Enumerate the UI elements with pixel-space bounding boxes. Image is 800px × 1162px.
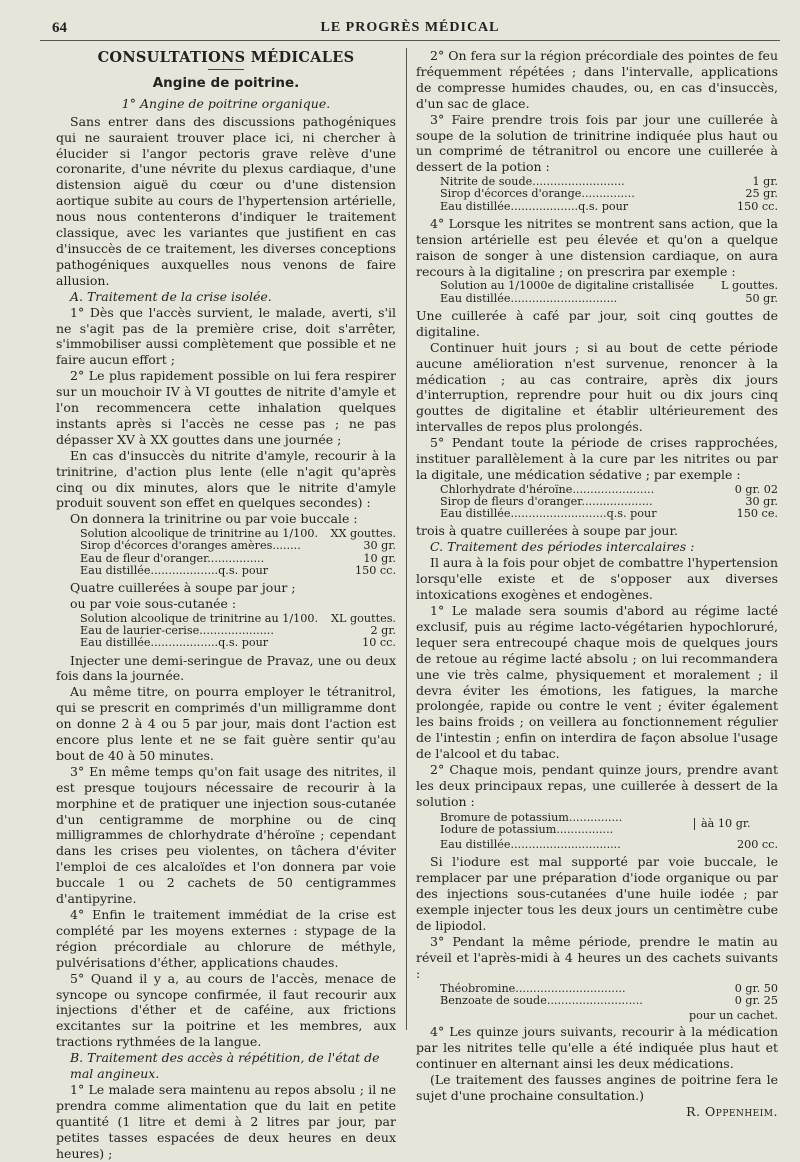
paragraph: 4° Les quinze jours suivants, recourir à la médication par les nitrites telle qu'elle a été indiquée plus haut et continuer en alternant ainsi les deux médications.	[416, 1024, 778, 1072]
prescription-table	[416, 280, 778, 304]
paragraph: En cas d'insuccès du nitrite d'amyle, recourir à la trinitrine, d'action plus lente (elle n'agit qu'après cinq ou dix minutes, alors que le nitrite d'amyle produit souvent son effet en quelques secondes) :	[56, 447, 396, 511]
prescription-ingredient: Solution alcoolique de trinitrine au 1/100.	[80, 611, 319, 625]
article-subtitle: Angine de poitrine.	[152, 74, 300, 91]
prescription-ingredient: Eau distillée...............................	[440, 838, 621, 852]
page-header	[40, 18, 780, 41]
prescription-row	[416, 201, 778, 213]
prescription-brace-group	[416, 812, 778, 836]
article-title: CONSULTATIONS MÉDICALES	[97, 49, 355, 66]
prescription-ingredient: Eau distillée..............................	[440, 291, 618, 305]
prescription-ingredient: Eau distillée...................q.s. pour	[80, 636, 269, 650]
paragraph: 3° Pendant la même période, prendre le matin au réveil et l'après-midi à 4 heures un des cachets suivants :	[416, 933, 778, 981]
paragraph: Sans entrer dans des discussions pathogéniques qui ne sauraient trouver place ici, ni chercher à élucider si l'angor pectoris grave relève d'une coronarite, d'une névrite du plexus cardiaque, d'une distension aiguë du cœur ou d'une distension aortique subite au cours de l'hypertension artérielle, nous nous contenterons d'indiquer le traitement classique, avec les variantes que justifient en cas d'insuccès de ce traitement, les diverses conceptions pathogéniques auxquelles nous venons de faire allusion.	[56, 113, 396, 288]
prescription-quantity: 10 cc.	[362, 636, 396, 650]
prescription-row	[416, 983, 778, 995]
prescription-ingredient: Solution au 1/1000e de digitaline cristallisée	[440, 279, 695, 293]
brace-quantity: àà 10 gr.	[694, 818, 751, 830]
prescription-quantity: 0 gr. 50	[734, 981, 778, 995]
prescription-ingredient: Sirop d'écorces d'oranges amères........	[80, 539, 301, 553]
paragraph: 5° Pendant toute la période de crises rapprochées, instituer parallèlement à la cure par les nitrites ou par la digitale, une médication sédative ; par exemple :	[416, 435, 778, 482]
paragraph: 2° Le plus rapidement possible on lui fera respirer sur un mouchoir IV à VI gouttes de nitrite d'amyle et l'on recommencera cette inhalation quelques instants après si l'accès ne cesse pas ; ne pas dépasser XV à XX gouttes dans une journée ;	[56, 368, 396, 447]
prescription-row	[56, 540, 396, 552]
title-rule	[208, 69, 244, 70]
right-column	[416, 48, 778, 1120]
prescription-quantity: 150 cc.	[355, 563, 396, 577]
prescription-row	[416, 280, 778, 292]
paragraph: 2° On fera sur la région précordiale des pointes de feu fréquemment répétées ; dans l'intervalle, applications de compresse humides chaudes, ou, en cas d'insuccès, d'un sac de glace.	[416, 48, 778, 111]
paragraph: Une cuillerée à café par jour, soit cinq gouttes de digitaline.	[416, 307, 778, 339]
prescription-ingredient: Théobromine...............................	[440, 981, 626, 995]
prescription-row	[416, 995, 778, 1007]
prescription-table	[416, 839, 778, 851]
prescription-row	[56, 637, 396, 649]
prescription-row	[416, 293, 778, 305]
paragraph: Quatre cuillerées à soupe par jour ;	[70, 580, 296, 596]
journal-title: LE PROGRÈS MÉDICAL	[320, 20, 500, 35]
prescription-ingredient: Eau de fleur d'oranger................	[80, 551, 265, 565]
paragraph: 2° Chaque mois, pendant quinze jours, prendre avant les deux principaux repas, une cuillerée à dessert de la solution :	[416, 762, 778, 809]
prescription-quantity: 10 gr.	[363, 551, 396, 565]
paragraph: On donnera la trinitrine ou par voie buccale :	[70, 511, 358, 527]
column-divider	[406, 48, 407, 1030]
prescription-quantity: 1 gr.	[752, 175, 778, 189]
section-heading: 1° Angine de poitrine organique.	[121, 95, 331, 111]
prescription-table	[56, 613, 396, 650]
paragraph: 4° Lorsque les nitrites se montrent sans action, que la tension artérielle est peu élevée et qu'on a quelque raison de songer à une distension cardiaque, on aura recours à la digitaline ; on prescrira par exemple :	[416, 215, 778, 279]
prescription-ingredient: Sirop de fleurs d'oranger....................	[440, 495, 653, 509]
paragraph: 4° Enfin le traitement immédiat de la crise est complété par les moyens externes : stypage de la région précordiale au chlorure de méthyle, pulvérisations d'éther, applications chaudes.	[56, 907, 396, 970]
paragraph: 3° Faire prendre trois fois par jour une cuillerée à soupe de la solution de trinitrine indiquée plus haut ou un comprimé de tétranitrol ou encore une cuillerée à dessert de la potion :	[416, 111, 778, 175]
prescription-table	[56, 528, 396, 577]
prescription-row	[416, 188, 778, 200]
prescription-quantity: 0 gr. 25	[734, 993, 778, 1007]
prescription-ingredient: Eau de laurier-cerise.....................	[80, 624, 274, 638]
brace-ingredients	[416, 812, 690, 836]
prescription-ingredient: Eau distillée...................q.s. pour	[80, 563, 269, 577]
prescription-quantity: 200 cc.	[737, 838, 778, 852]
prescription-ingredient: Sirop d'écorces d'orange...............	[440, 187, 635, 201]
prescription-quantity: 0 gr. 02	[734, 482, 778, 496]
prescription-quantity: 150 cc.	[737, 199, 778, 213]
prescription-row	[416, 508, 778, 520]
paragraph: 1° Le malade sera soumis d'abord au régime lacté exclusif, puis au régime lacto-végétarien hypochloruré, lequer sera entrecoupé chaque mois de quelques jours de retoue au régime lacté absolu ; on lui recommandera une vie très calme, physiquement et moralement ; il devra éviter les émotions, les fatigues, la marche prolongée, rapide ou contre le vent ; éviter également les bains froids ; on veillera au fonctionnement régulier de l'intestin ; enfin on interdira de façon absolue l'usage de l'alcool et du tabac.	[416, 603, 778, 762]
prescription-quantity: 30 gr.	[745, 495, 778, 509]
prescription-ingredient: Chlorhydrate d'héroïne.......................	[440, 482, 655, 496]
prescription-quantity: 2 gr.	[370, 624, 396, 638]
prescription-row	[56, 565, 396, 577]
author-signature: R. Oppenheim.	[686, 1103, 778, 1119]
ingredient: Iodure de potassium................	[440, 822, 614, 836]
prescription-table	[416, 484, 778, 521]
prescription-quantity: XL gouttes.	[331, 611, 396, 625]
paragraph: 3° En même temps qu'on fait usage des nitrites, il est presque toujours nécessaire de recourir à la morphine et de pratiquer une injection sous-cutanée d'un centigramme de morphine ou de cinq milligrammes de chlorhydrate d'héroïne ; cependant dans les crises peu violentes, on tâchera d'éviter l'emploi de ces alcaloïdes et l'on donnera par voie buccale 1 ou 2 cachets de 50 centigrammes d'antipyrine.	[56, 763, 396, 907]
prescription-row	[416, 839, 778, 851]
paragraph: 1° Le malade sera maintenu au repos absolu ; il ne prendra comme alimentation que du lait en petite quantité (1 litre et demi à 2 litres par jour, par petites tasses espacées de deux heures en deux heures) ;	[56, 1081, 396, 1161]
prescription-quantity: 25 gr.	[745, 187, 778, 201]
prescription-table	[416, 176, 778, 213]
subsection-heading: A. Traitement de la crise isolée.	[70, 288, 272, 304]
closing-note: (Le traitement des fausses angines de poitrine fera le sujet d'une prochaine consultation.)	[416, 1071, 778, 1103]
paragraph: Si l'iodure est mal supporté par voie buccale, le remplacer par une préparation d'iode organique ou par des injections sous-cutanées d'une huile iodée ; par exemple injecter tous les deux jours un centimètre cube de lipiodol.	[416, 854, 778, 934]
prescription-ingredient: Eau distillée...................q.s. pour	[440, 199, 629, 213]
paragraph: Injecter une demi-seringue de Pravaz, une ou deux fois dans la journée.	[56, 652, 396, 684]
prescription-quantity: XX gouttes.	[330, 527, 396, 541]
paragraph: Il aura à la fois pour objet de combattre l'hypertension lorsqu'elle existe et de s'opposer aux diverses intoxications exogènes et endogènes.	[416, 555, 778, 603]
prescription-quantity: 30 gr.	[363, 539, 396, 553]
subsection-heading: C. Traitement des périodes intercalaires :	[430, 539, 695, 555]
prescription-quantity: 150 ce.	[736, 507, 778, 521]
prescription-ingredient: Benzoate de soude...........................	[440, 993, 643, 1007]
prescription-quantity: L gouttes.	[721, 279, 778, 293]
prescription-ingredient: Solution alcoolique de trinitrine au 1/100.	[80, 527, 319, 541]
paragraph: Continuer huit jours ; si au bout de cette période aucune amélioration n'est survenue, renoncer à la médication ; au cas contraire, après dix jours d'interruption, reprendre pour huit ou dix jours cinq gouttes de digitaline et établir ultérieurement des intervalles de repos plus prolongés.	[416, 339, 778, 435]
paragraph: 1° Dès que l'accès survient, le malade, averti, s'il ne s'agit pas de la première crise, doit s'arrêter, s'immobiliser aussi complètement que possible et ne faire aucun effort ;	[56, 304, 396, 368]
paragraph: ou par voie sous-cutanée :	[70, 596, 237, 611]
paragraph: 5° Quand il y a, au cours de l'accès, menace de syncope ou syncope confirmée, il faut recourir aux injections d'éther et de caféine, aux frictions excitantes sur la poitrine et les membres, aux tractions rythmées de la langue.	[56, 970, 396, 1050]
prescription-ingredient: Nitrite de soude..........................	[440, 175, 625, 189]
left-column	[56, 48, 396, 1162]
prescription-ingredient: Eau distillée...........................q.s. pour	[440, 507, 657, 521]
page-number: 64	[52, 20, 67, 36]
prescription-note: pour un cachet.	[688, 1009, 778, 1023]
ingredient: Bromure de potassium...............	[440, 810, 623, 824]
subsection-heading: B. Traitement des accès à répétition, de l'état de mal angineux.	[70, 1050, 380, 1082]
signature-line	[416, 1104, 778, 1120]
paragraph: Au même titre, on pourra employer le tétranitrol, qui se prescrit en comprimés d'un milligramme dont on donne 2 à 4 ou 5 par jour, mais dont l'action est encore plus lente et ne se fait guère sentir qu'au bout de 40 à 50 minutes.	[56, 684, 396, 763]
paragraph: trois à quatre cuillerées à soupe par jour.	[416, 523, 679, 539]
prescription-table	[416, 983, 778, 1007]
prescription-quantity: 50 gr.	[745, 291, 778, 305]
